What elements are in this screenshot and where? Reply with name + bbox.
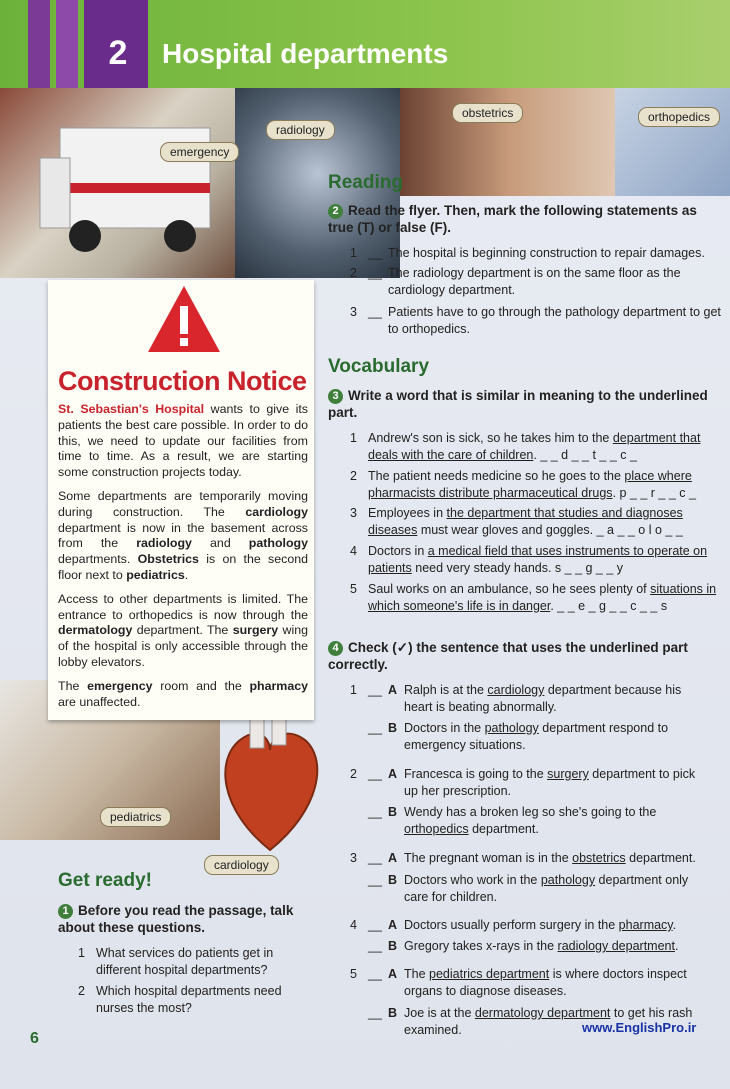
option-text-pre: The xyxy=(404,967,430,981)
option-text-post: . xyxy=(672,918,677,932)
notice-text: The xyxy=(58,678,88,693)
question-text: Check (✓) the sentence that uses the underlined part correctly. xyxy=(328,640,688,672)
radiology-tag: radiology xyxy=(266,120,335,140)
check-item xyxy=(350,720,720,756)
option-text-pre: Doctors usually perform surgery in the xyxy=(404,918,619,932)
underlined-part: department that deals with the care of children xyxy=(368,431,701,462)
notice-text: department is now in the basement across from the xyxy=(58,520,308,551)
notice-text: Obstetrics xyxy=(137,552,199,567)
option-letter: A xyxy=(388,918,398,932)
question-number: 3 xyxy=(328,389,343,404)
underlined-part: pharmacy xyxy=(618,918,673,932)
notice-text: and xyxy=(191,536,249,551)
answer-blank[interactable]: __ xyxy=(368,246,382,260)
item-text: Which hospital departments need nurses the most? xyxy=(96,984,282,1015)
underlined-part: cardiology xyxy=(487,683,545,697)
item-text-pre: Doctors in xyxy=(368,544,428,558)
underlined-part: pathology xyxy=(540,873,596,887)
ambulance-photo xyxy=(0,88,240,278)
item-text xyxy=(368,468,720,502)
question-number: 1 xyxy=(58,904,73,919)
underlined-part: orthopedics xyxy=(404,822,469,836)
pediatrics-tag: pediatrics xyxy=(100,807,171,827)
item-text xyxy=(368,543,720,577)
item-number: 4 xyxy=(350,544,357,558)
get-ready-question xyxy=(58,902,298,936)
option-text-post: department because his heart is beating abnormally. xyxy=(404,683,682,714)
option-text-pre: The pregnant woman is in the xyxy=(404,851,573,865)
item-number: 5 xyxy=(350,967,357,981)
option-letter: B xyxy=(388,873,398,887)
notice-text: . xyxy=(184,567,189,582)
notice-text: pathology xyxy=(248,536,308,551)
notice-body xyxy=(58,402,308,718)
notice-text: Access to other departments is limited. The entrance to orthopedics is now through the xyxy=(58,591,308,622)
option-text-pre: Francesca is going to the xyxy=(404,767,548,781)
notice-text: radiology xyxy=(136,536,192,551)
reading-item xyxy=(350,265,720,301)
option-letter: A xyxy=(388,683,398,697)
item-number: 3 xyxy=(350,305,357,319)
option-text-post: department. xyxy=(468,822,539,836)
check-blank[interactable]: __ xyxy=(368,967,382,981)
word-hint: . _ _ e _ g _ _ c _ _ s xyxy=(550,599,668,613)
notice-title: Construction Notice xyxy=(58,366,307,396)
question-number: 2 xyxy=(328,204,343,219)
item-number: 1 xyxy=(350,431,357,445)
check-blank[interactable]: __ xyxy=(368,1006,382,1020)
underlined-part: dermatology department xyxy=(474,1006,611,1020)
item-text-pre: The patient needs medicine so he goes to the xyxy=(368,469,625,483)
check-item xyxy=(350,938,720,958)
notice-text: departments. xyxy=(58,552,138,567)
item-number: 1 xyxy=(350,683,357,697)
check-blank[interactable]: __ xyxy=(368,873,382,887)
page-title: Hospital departments xyxy=(162,38,449,69)
check-item xyxy=(350,804,720,840)
reading-heading: Reading xyxy=(328,172,403,193)
check-item xyxy=(350,917,720,937)
check-blank[interactable]: __ xyxy=(368,851,382,865)
question-number: 4 xyxy=(328,641,343,656)
option-text-post: department to pick up her prescription. xyxy=(404,767,696,798)
vocabulary-item xyxy=(350,581,720,617)
option-text xyxy=(404,720,710,754)
notice-text: room and the xyxy=(152,678,250,693)
option-text-post: to get his rash examined. xyxy=(404,1006,693,1037)
option-letter: B xyxy=(388,939,398,953)
notice-text: wing of the hospital is only accessible through the lobby elevators. xyxy=(58,623,308,669)
notice-text: pharmacy xyxy=(249,678,308,693)
item-number: 3 xyxy=(350,506,357,520)
check-item xyxy=(350,682,720,718)
underlined-part: situations in which someone's life is in danger xyxy=(368,582,717,613)
check-blank[interactable]: __ xyxy=(368,683,382,697)
vocabulary-item xyxy=(350,430,720,466)
option-letter: A xyxy=(388,851,398,865)
option-letter: A xyxy=(388,767,398,781)
construction-notice xyxy=(48,280,314,720)
underlined-part: radiology department xyxy=(557,939,675,953)
item-text: The radiology department is on the same floor as the cardiology department. xyxy=(388,266,681,297)
check-blank[interactable]: __ xyxy=(368,939,382,953)
underlined-part: pathology xyxy=(484,721,539,735)
option-text xyxy=(404,682,710,716)
reading-question xyxy=(328,202,720,236)
word-hint: . _ _ d _ _ t _ _ c _ xyxy=(533,448,637,462)
heart-icon xyxy=(210,700,330,860)
check-blank[interactable]: __ xyxy=(368,721,382,735)
underlined-part: place where pharmacists distribute pharmaceutical drugs xyxy=(368,469,692,500)
item-number: 2 xyxy=(350,266,357,280)
option-text-pre: Gregory takes x-rays in the xyxy=(404,939,558,953)
watermark-url[interactable]: www.EnglishPro.ir xyxy=(582,1020,697,1035)
word-hint: must wear gloves and goggles. _ a _ _ o l o _ _ xyxy=(417,523,683,537)
notice-text: is on the second floor next to xyxy=(58,552,309,582)
notice-text: Some departments are temporarily moving during construction. The xyxy=(58,488,308,519)
cardiology-tag: cardiology xyxy=(204,855,279,875)
option-text xyxy=(404,938,710,955)
underlined-part: surgery xyxy=(547,767,589,781)
item-number: 1 xyxy=(78,946,85,960)
check-blank[interactable]: __ xyxy=(368,767,382,781)
check-item xyxy=(350,872,720,908)
option-letter: B xyxy=(388,1006,398,1020)
option-text-post: department respond to emergency situations. xyxy=(404,721,669,752)
option-text-pre: Joe is at the xyxy=(404,1006,475,1020)
item-text xyxy=(368,505,720,539)
warning-icon xyxy=(146,284,222,354)
answer-blank[interactable]: __ xyxy=(368,305,382,319)
get-ready-heading: Get ready! xyxy=(58,870,152,891)
check-blank[interactable]: __ xyxy=(368,918,382,932)
notice-text: emergency xyxy=(87,678,153,693)
get-ready-item xyxy=(78,945,298,981)
notice-text: pediatrics xyxy=(126,567,185,582)
item-text-pre: Saul works on an ambulance, so he sees plenty of xyxy=(368,582,651,596)
item-text xyxy=(368,430,720,464)
item-text: Patients have to go through the pathology department to get to orthopedics. xyxy=(388,305,721,336)
option-text xyxy=(404,917,710,934)
item-number: 5 xyxy=(350,582,357,596)
page-number: 6 xyxy=(30,1030,39,1047)
item-text-pre: Andrew's son is sick, so he takes him to the xyxy=(368,431,613,445)
option-text-pre: Doctors who work in the xyxy=(404,873,541,887)
item-number: 2 xyxy=(350,767,357,781)
option-text xyxy=(404,872,710,906)
item-number: 2 xyxy=(78,984,85,998)
reading-item xyxy=(350,245,720,265)
orthopedics-photo xyxy=(615,88,730,196)
get-ready-item xyxy=(78,983,298,1019)
check-item xyxy=(350,966,720,1002)
unit-number: 2 xyxy=(88,18,148,88)
ambulance-icon xyxy=(0,88,240,278)
notice-text: wants to give its patients the best care possible. In order to do this, we need to update our facilities from time to time. As a result, we are starting some construction projects today. xyxy=(58,402,308,480)
item-number: 2 xyxy=(350,469,357,483)
orthopedics-tag: orthopedics xyxy=(638,107,720,127)
emergency-tag: emergency xyxy=(160,142,239,162)
item-number: 3 xyxy=(350,851,357,865)
vocabulary-item xyxy=(350,505,720,541)
item-text: What services do patients get in different hospital departments? xyxy=(96,946,274,977)
option-text xyxy=(404,804,710,838)
vocabulary-item xyxy=(350,468,720,504)
option-letter: B xyxy=(388,721,398,735)
hospital-name: St. Sebastian's Hospital xyxy=(58,402,205,416)
notice-text: are unaffected. xyxy=(58,694,141,709)
notice-text: department. The xyxy=(132,623,233,638)
check-blank[interactable]: __ xyxy=(368,805,382,819)
check-question xyxy=(328,639,720,673)
question-text: Write a word that is similar in meaning to the underlined part. xyxy=(328,388,708,420)
item-text xyxy=(368,581,720,615)
notice-text: cardiology xyxy=(245,504,308,519)
option-text xyxy=(404,850,710,867)
option-text-post: department only care for children. xyxy=(404,873,689,904)
item-number: 4 xyxy=(350,918,357,932)
answer-blank[interactable]: __ xyxy=(368,266,382,280)
check-item xyxy=(350,766,720,802)
underlined-part: obstetrics xyxy=(572,851,626,865)
notice-text: dermatology xyxy=(58,623,133,638)
word-hint: . p _ _ r _ _ c _ xyxy=(612,486,696,500)
option-letter: A xyxy=(388,967,398,981)
question-text: Before you read the passage, talk about these questions. xyxy=(58,903,294,935)
option-text xyxy=(404,966,710,1000)
vocabulary-item xyxy=(350,543,720,579)
item-text-pre: Employees in xyxy=(368,506,447,520)
underlined-part: the department that studies and diagnoses diseases xyxy=(368,506,683,537)
question-text: Read the flyer. Then, mark the following statements as true (T) or false (F). xyxy=(328,203,697,235)
option-text-post: . xyxy=(674,939,679,953)
option-text-pre: Ralph is at the xyxy=(404,683,488,697)
notice-text: surgery xyxy=(232,623,279,638)
option-text-post: is where doctors inspect organs to diagnose diseases. xyxy=(404,967,687,998)
option-text-post: department. xyxy=(625,851,696,865)
option-text-pre: Doctors in the xyxy=(404,721,485,735)
item-number: 1 xyxy=(350,246,357,260)
check-item xyxy=(350,850,720,870)
obstetrics-tag: obstetrics xyxy=(452,103,523,123)
underlined-part: a medical field that uses instruments to operate on patients xyxy=(368,544,708,575)
item-text: The hospital is beginning construction to repair damages. xyxy=(388,246,705,260)
underlined-part: pediatrics department xyxy=(429,967,550,981)
option-text-pre: Wendy has a broken leg so she's going to the xyxy=(404,805,657,819)
word-hint: need very steady hands. s _ _ g _ _ y xyxy=(411,561,624,575)
option-text xyxy=(404,766,710,800)
reading-item xyxy=(350,304,720,340)
option-letter: B xyxy=(388,805,398,819)
vocabulary-question xyxy=(328,387,720,421)
vocabulary-heading: Vocabulary xyxy=(328,356,430,377)
